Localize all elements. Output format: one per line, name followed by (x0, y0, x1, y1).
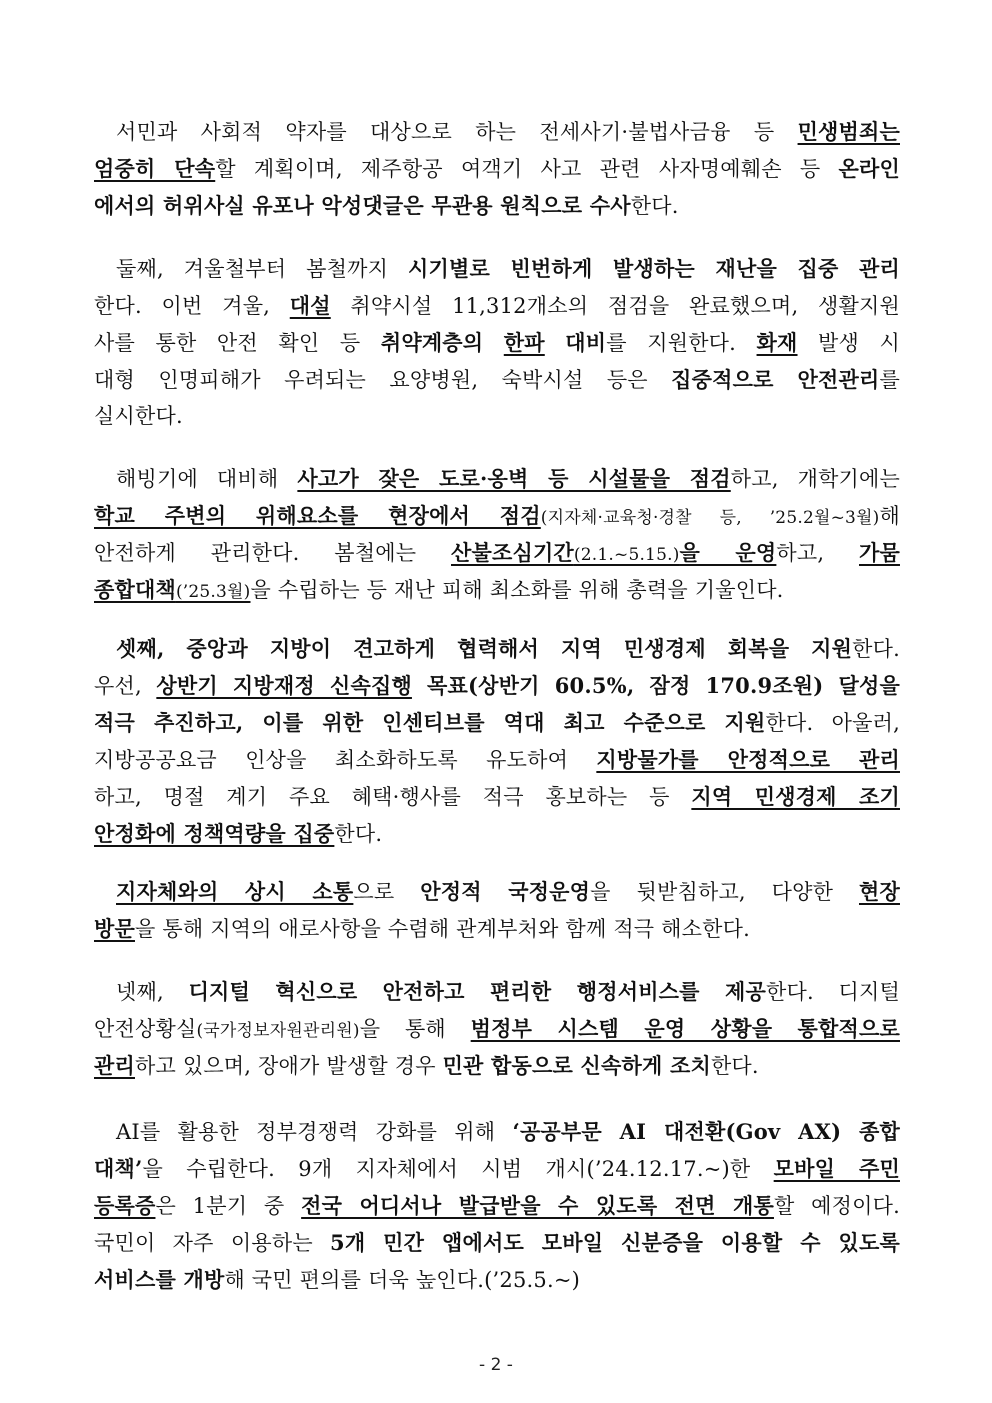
text-segment: 학교 주변의 위해요소를 현장에서 점검 (94, 503, 541, 528)
text-segment: 해 (879, 504, 900, 528)
text-segment: 할 계획이며, 제주항공 여객기 사고 관련 사자명예훼손 등 (215, 157, 839, 181)
text-segment: 디지털 혁신으로 안전하고 편리한 행정서비스를 제공 (188, 979, 766, 1004)
text-line (94, 973, 900, 1010)
text-segment: 에서의 허위사실 유포나 악성댓글은 무관용 원칙으로 수사 (94, 193, 631, 218)
text-segment: 우선, (94, 674, 157, 698)
text-line (94, 1113, 900, 1150)
text-line (94, 704, 900, 741)
text-segment: 을 수립한다. 9개 지자체에서 시범 개시(’24.12.17.~)한 (142, 1157, 774, 1181)
text-segment: 서민과 사회적 약자를 대상으로 하는 전세사기·불법사금융 등 (116, 120, 798, 144)
text-line (94, 187, 900, 224)
text-segment: 실시한다. (94, 404, 183, 428)
text-segment: 서비스를 개방 (94, 1267, 225, 1292)
page-number: - 2 - (479, 1355, 513, 1375)
text-line (94, 571, 900, 608)
text-line (94, 113, 900, 150)
text-segment: 을 통해 (359, 1017, 471, 1041)
text-segment: 등록증 (94, 1193, 156, 1218)
text-segment: (2.1.~5.15.) (573, 545, 680, 565)
text-segment: 대책’ (94, 1156, 143, 1181)
text-segment: 한다. (710, 1054, 759, 1078)
paragraph-thaw-season-inspection (94, 460, 900, 608)
paragraph-seasonal-disaster-management (94, 250, 900, 435)
text-segment: 하고 있으며, 장애가 발생할 경우 (134, 1054, 443, 1078)
text-segment: 5개 민간 앱에서도 모바일 신분증을 이용할 수 있도록 (330, 1230, 901, 1255)
text-segment: 안정화에 정책역량을 집중 (94, 821, 335, 846)
text-segment: 한다. (334, 822, 383, 846)
text-line (94, 361, 900, 398)
text-segment: 대비 (565, 330, 607, 355)
text-segment: 산불조심기간 (451, 540, 574, 565)
text-segment (483, 331, 504, 355)
text-segment: 취약계층의 (380, 330, 484, 355)
text-segment: ‘공공부문 AI 대전환(Gov AX) 종합 (512, 1119, 900, 1144)
text-line (94, 287, 900, 324)
text-segment: 엄중히 단속 (94, 156, 216, 181)
text-line (94, 497, 900, 534)
text-segment: 해 국민 편의를 더욱 높인다.(’25.5.~) (224, 1268, 581, 1292)
paragraph-local-economy-support (94, 630, 900, 852)
text-segment: 관리 (94, 1053, 135, 1078)
text-segment: 집중적으로 안전관리 (671, 367, 880, 392)
text-segment: 한다. 디지털 (765, 980, 900, 1004)
paragraph-local-government-communication (94, 873, 900, 947)
text-line (94, 1010, 900, 1047)
text-segment: 을 수립하는 등 재난 피해 최소화를 위해 총력을 기울인다. (250, 578, 784, 602)
text-segment (545, 331, 566, 355)
text-segment: 하고, 개학기에는 (730, 467, 901, 491)
text-line (94, 667, 900, 704)
text-segment: 한파 (503, 330, 545, 355)
text-segment: 를 (879, 368, 900, 392)
text-line (94, 873, 900, 910)
text-line (94, 1150, 900, 1187)
text-segment: 한다. (852, 637, 900, 661)
paragraph-ai-transformation (94, 1113, 900, 1298)
text-segment: 으로 (353, 880, 421, 904)
text-segment: 한다. 아울러, (765, 711, 901, 735)
text-line (94, 778, 900, 815)
text-segment: 목표(상반기 60.5%, 잠정 170.9조원) 달성을 (411, 673, 901, 698)
text-segment: 범정부 시스템 운영 상황을 통합적으로 (470, 1016, 900, 1041)
text-segment: 모바일 주민 (773, 1156, 900, 1181)
paragraph-civil-crime-crackdown (94, 113, 900, 224)
text-segment: 둘째, 겨울철부터 봄철까지 (116, 257, 408, 281)
text-segment: 시기별로 빈번하게 발생하는 재난을 집중 관리 (407, 256, 900, 281)
text-segment: (지자체·교육청·경찰 등, ’25.2월~3월) (540, 508, 880, 528)
text-segment: 사고가 잦은 도로·옹벽 등 시설물을 점검 (297, 466, 731, 491)
text-segment: 지자체와의 상시 소통 (116, 879, 354, 904)
text-line (94, 250, 900, 287)
text-line (94, 910, 900, 947)
text-segment: AI를 활용한 정부경쟁력 강화를 위해 (116, 1120, 513, 1144)
text-line (94, 1224, 900, 1261)
text-segment: 취약시설 11,312개소의 점검을 완료했으며, 생활지원 (330, 294, 900, 318)
text-segment: 을 통해 지역의 애로사항을 수렴해 관계부처와 함께 적극 해소한다. (134, 917, 750, 941)
text-segment: 할 예정이다. (773, 1194, 900, 1218)
text-line (94, 1187, 900, 1224)
text-segment: 은 1분기 중 (155, 1194, 302, 1218)
text-segment: 사를 통한 안전 확인 등 (94, 331, 381, 355)
text-segment: 를 지원한다. (606, 331, 757, 355)
text-line (94, 741, 900, 778)
text-segment: 국민이 자주 이용하는 (94, 1231, 331, 1255)
text-segment: 안정적 국정운영 (420, 879, 591, 904)
text-segment: 넷째, (116, 980, 189, 1004)
text-segment: 하고, 명절 계기 주요 혜택·행사를 적극 홍보하는 등 (94, 785, 692, 809)
text-segment: 한다. 이번 겨울, (94, 294, 290, 318)
text-segment: 대설 (289, 293, 331, 318)
text-segment: 지역 민생경제 조기 (691, 784, 900, 809)
text-line (94, 398, 900, 435)
text-segment: 을 뒷받침하고, 다양한 (590, 880, 859, 904)
text-segment: 민관 합동으로 신속하게 조치 (442, 1053, 711, 1078)
text-segment: 을 운영 (679, 540, 777, 565)
text-line (94, 460, 900, 497)
text-line (94, 150, 900, 187)
text-segment: 민생범죄는 (797, 119, 900, 144)
text-segment: 종합대책 (94, 577, 176, 602)
text-line (94, 534, 900, 571)
text-line (94, 1261, 900, 1298)
text-segment: (’25.3월) (175, 582, 251, 602)
text-segment: 셋째, 중앙과 지방이 견고하게 협력해서 지역 민생경제 회복을 지원 (116, 636, 853, 661)
text-segment: 해빙기에 대비해 (116, 467, 298, 491)
text-segment: 대형 인명피해가 우려되는 요양병원, 숙박시설 등은 (94, 368, 672, 392)
text-line (94, 630, 900, 667)
text-segment: 하고, (776, 541, 859, 565)
text-segment: 방문 (94, 916, 135, 941)
text-segment: 지방공공요금 인상을 최소화하도록 유도하여 (94, 748, 597, 772)
text-segment: 전국 어디서나 발급받을 수 있도록 전면 개통 (301, 1193, 774, 1218)
text-segment: 한다. (630, 194, 679, 218)
text-segment: 가뭄 (859, 540, 900, 565)
text-segment: 적극 추진하고, 이를 위한 인센티브를 역대 최고 수준으로 지원 (94, 710, 766, 735)
text-segment: 현장 (859, 879, 900, 904)
text-segment: 상반기 지방재정 신속집행 (156, 673, 412, 698)
paragraph-digital-administration (94, 973, 900, 1084)
text-line (94, 815, 900, 852)
text-segment: 온라인 (838, 156, 900, 181)
text-segment: 지방물가를 안정적으로 관리 (596, 747, 900, 772)
text-segment: 발생 시 (797, 331, 900, 355)
text-line (94, 1047, 900, 1084)
text-segment: 안전상황실 (94, 1017, 197, 1041)
text-line (94, 324, 900, 361)
text-segment: 안전하게 관리한다. 봄철에는 (94, 541, 451, 565)
text-segment: 화재 (756, 330, 798, 355)
text-segment: (국가정보자원관리원) (196, 1021, 360, 1041)
